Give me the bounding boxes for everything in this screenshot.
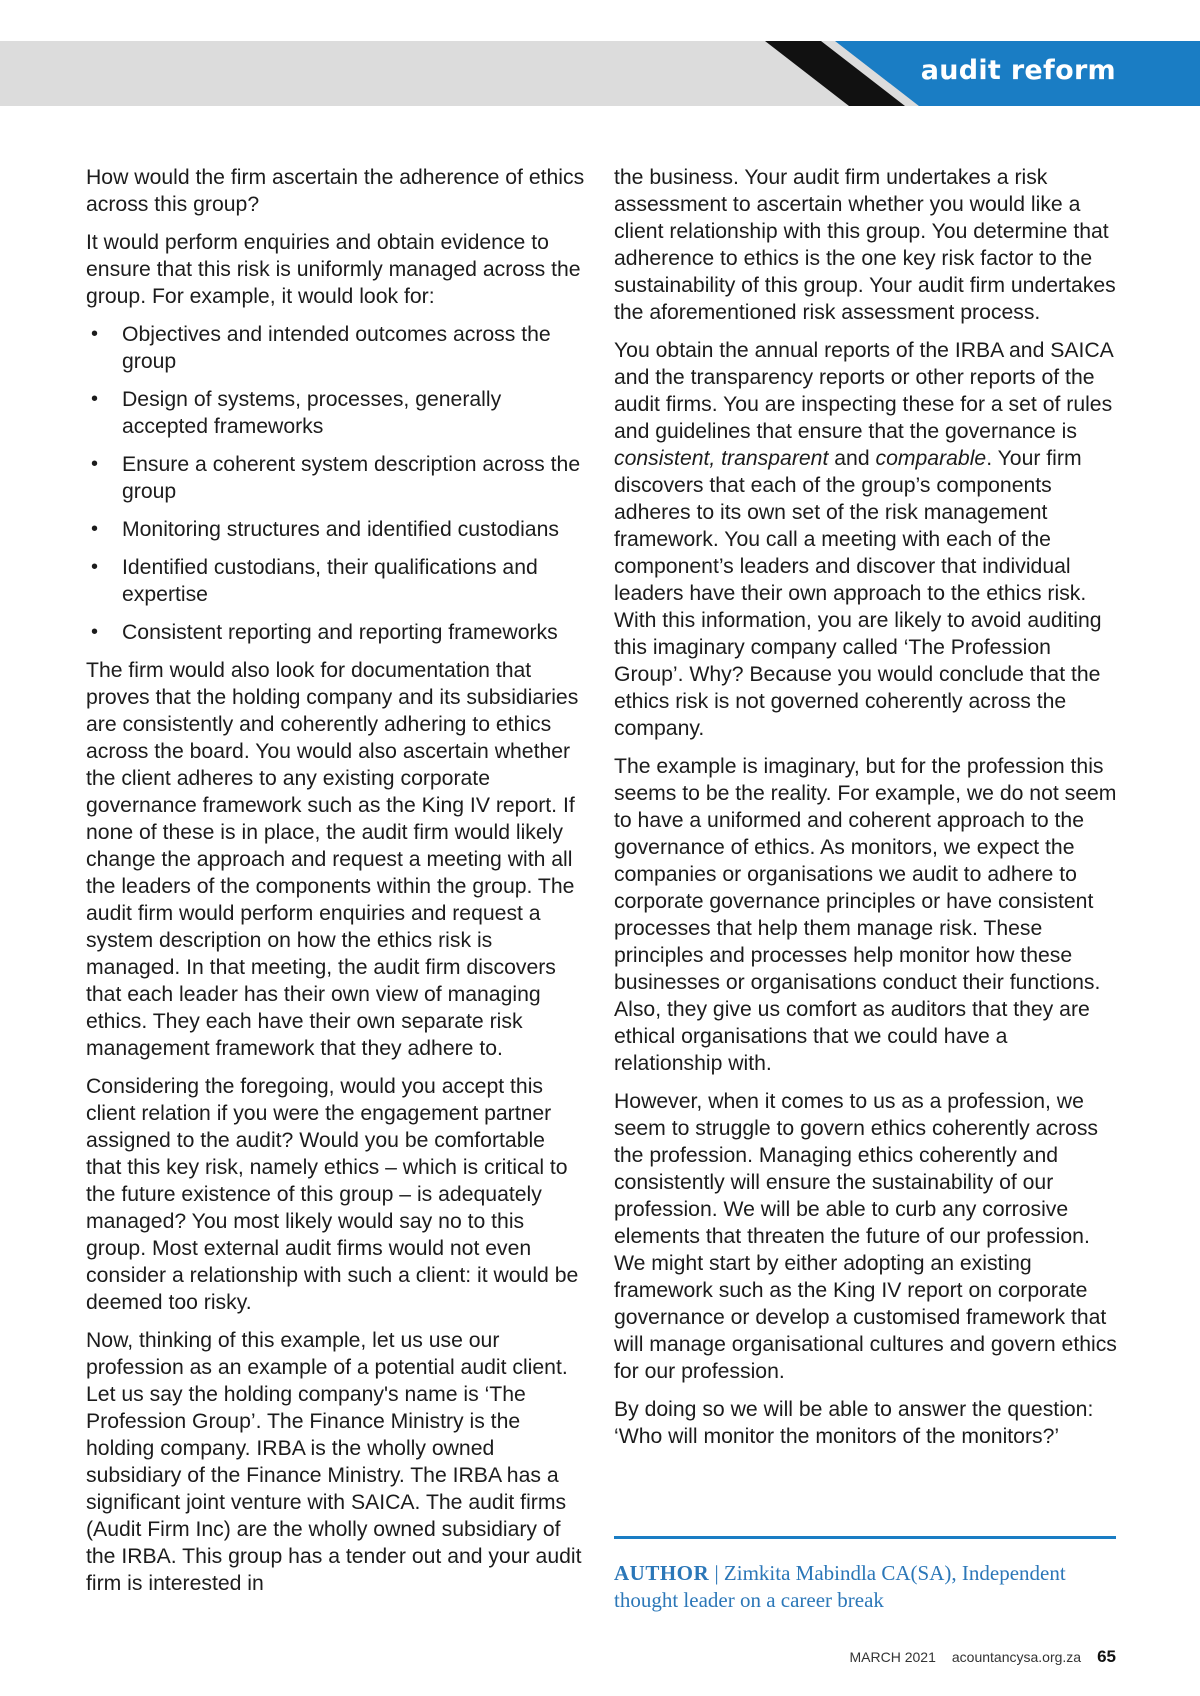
paragraph: The example is imaginary, but for the profession this seems to be the reality. For example, we do not seem to have a uniformed and coherent approach to the governance of ethics. As monitors, we expect the companies or organisations we audit to adhere to corporate governance principles or have consistent processes that help them manage risk. These principles and processes help monitor how these businesses or organisations conduct their functions. Also, they give us comfort as auditors that they are ethical organisations that we could have a relationship with.: [614, 755, 1117, 1075]
paragraph: You obtain the annual reports of the IRBA and SAICA and the transparency reports or other reports of the audit firms. You are inspecting these for a set of rules and guidelines that ensure that the governance is consistent, transparent and comparable. Your firm discovers that each of the group’s components adheres to its own set of the risk management framework. You call a meeting with each of the component’s leaders and discover that individual leaders have their own approach to the ethics risk. With this information, you are likely to avoid auditing this imaginary company called ‘The Profession Group’. Why? Because you would conclude that the ethics risk is not governed coherently across the company.: [614, 339, 1113, 740]
bullet-icon: •: [91, 556, 99, 578]
author-text: Zimkita Mabindla CA(SA), Independent thought leader on a career break: [614, 1561, 1066, 1612]
bullet-icon: •: [91, 621, 99, 643]
paragraph: Considering the foregoing, would you accept this client relation if you were the engagement partner assigned to the audit? Would you be comfortable that this key risk, namely ethics – which is critical to the future existence of this group – is adequately managed? You most likely would say no to this group. Most external audit firms would not even consider a relationship with such a client: it would be deemed too risky.: [86, 1075, 579, 1314]
paragraph: However, when it comes to us as a profession, we seem to struggle to govern ethics coherently across the profession. Managing ethics coherently and consistently will ensure the sustainability of our profession. We will be able to curb any corrosive elements that threaten the future of our profession. We might start by either adopting an existing framework such as the King IV report on corporate governance or develop a customised framework that will manage organisational cultures and govern ethics for our profession.: [614, 1090, 1117, 1383]
paragraph: The firm would also look for documentation that proves that the holding company and its subsidiaries are consistently and coherently adhering to ethics across the board. You would also ascertain whether the client adheres to any existing corporate governance framework such as the King IV report. If none of these is in place, the audit firm would likely change the approach and request a meeting with all the leaders of the components within the group. The audit firm would perform enquiries and request a system description on how the ethics risk is managed. In that meeting, the audit firm discovers that each leader has their own view of managing ethics. They each have their own separate risk management framework that they adhere to.: [86, 659, 579, 1060]
paragraph: the business. Your audit firm undertakes a risk assessment to ascertain whether you would like a client relationship with this group. You determine that adherence to ethics is the one key risk factor to the sustainability of this group. Your audit firm undertakes the aforementioned risk assessment process.: [614, 166, 1116, 324]
list-item: • Objectives and intended outcomes across the group: [91, 323, 551, 373]
author-separator: |: [709, 1561, 724, 1585]
emphasis: comparable: [875, 447, 987, 470]
bullet-icon: •: [91, 323, 99, 345]
website-url: acountancysa.org.za: [951, 1649, 1082, 1665]
list-item: • Identified custodians, their qualifications and expertise: [91, 556, 538, 606]
bullet-icon: •: [91, 453, 99, 475]
issue-date: MARCH 2021: [849, 1649, 936, 1665]
page-number: 65: [1097, 1647, 1116, 1666]
list-item: • Monitoring structures and identified custodians: [91, 518, 559, 541]
paragraph: By doing so we will be able to answer the question: ‘Who will monitor the monitors of the monitors?’: [614, 1398, 1094, 1448]
section-label: audit reform: [920, 55, 1116, 86]
author-credit: [614, 1560, 1094, 1614]
author-divider: [614, 1536, 1116, 1539]
left-column: [86, 164, 586, 1608]
list-item: • Design of systems, processes, generally accepted frameworks: [91, 388, 502, 438]
paragraph: How would the firm ascertain the adherence of ethics across this group?: [86, 166, 585, 216]
paragraph: Now, thinking of this example, let us use our profession as an example of a potential audit client. Let us say the holding company's name is ‘The Profession Group’. The Finance Ministry is the holding company. IRBA is the wholly owned subsidiary of the Finance Ministry. The IRBA has a significant joint venture with SAICA. The audit firms (Audit Firm Inc) are the wholly owned subsidiary of the IRBA. This group has a tender out and your audit firm is interested in: [86, 1329, 582, 1595]
bullet-list: [86, 321, 586, 646]
page-footer: [850, 1647, 1117, 1667]
emphasis: consistent, transparent: [614, 447, 829, 470]
bullet-icon: •: [91, 518, 99, 540]
paragraph: It would perform enquiries and obtain evidence to ensure that this risk is uniformly managed across the group. For example, it would look for:: [86, 231, 581, 308]
list-item: • Consistent reporting and reporting frameworks: [91, 621, 558, 644]
author-label: AUTHOR: [614, 1561, 710, 1585]
bullet-icon: •: [91, 388, 99, 410]
right-column: [614, 164, 1119, 1461]
list-item: • Ensure a coherent system description across the group: [91, 453, 581, 503]
